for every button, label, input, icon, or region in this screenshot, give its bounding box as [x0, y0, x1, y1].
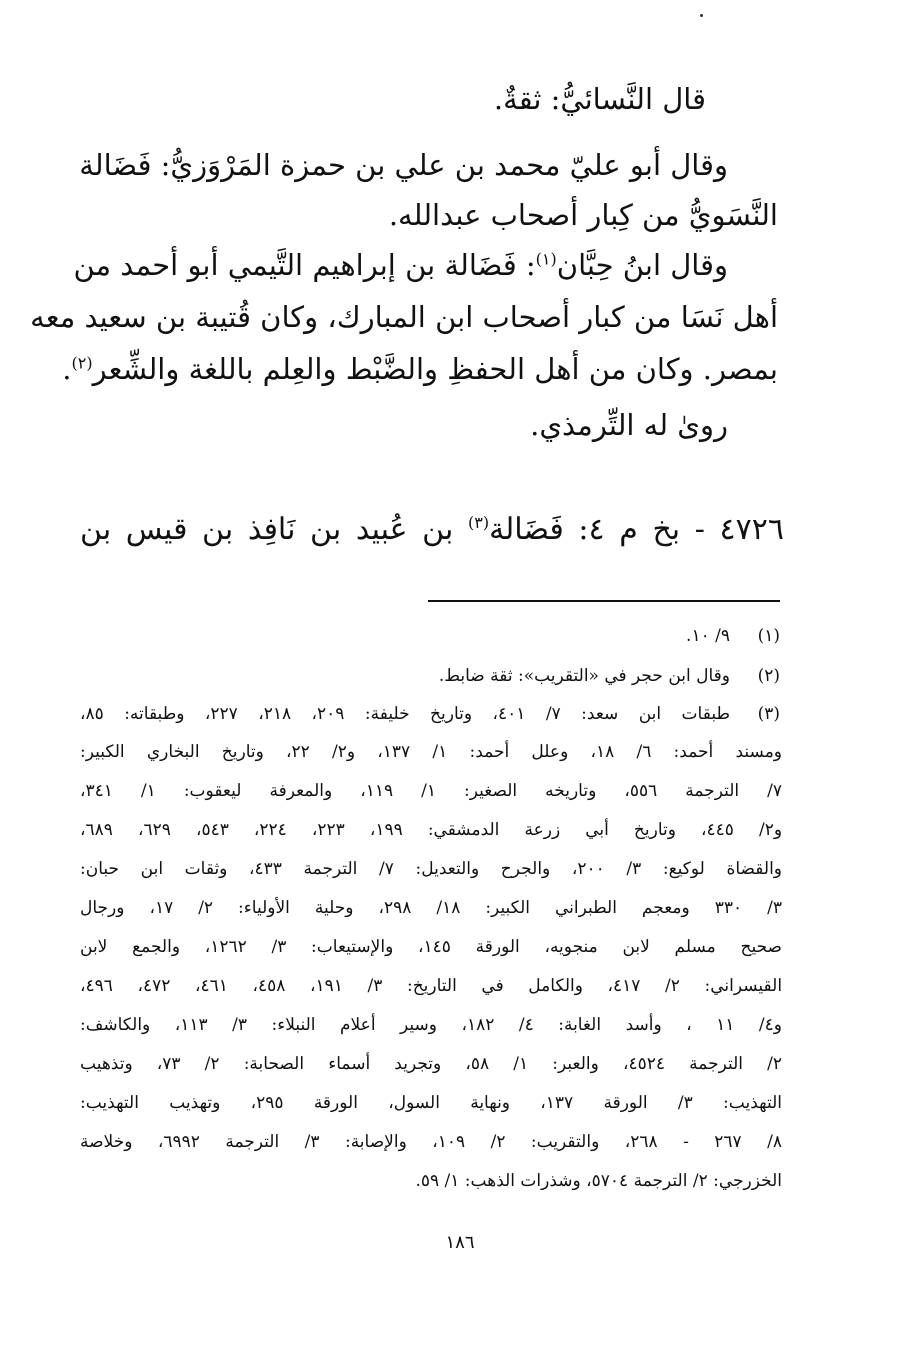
footnote-marker-3: (٣) — [467, 513, 490, 532]
page-number: ١٨٦ — [445, 1232, 475, 1253]
body-line-7: روىٰ له التِّرمذي. — [530, 408, 728, 442]
footnote-3-line-5: والقضاة لوكيع: ٣/ ٢٠٠، والجرح والتعديل: ٧/ الترجمة ٤٣٣، وثقات ابن حبان: — [80, 859, 783, 879]
footnote-1: ٩/ ١٠. — [686, 626, 730, 646]
footnote-3-line-9: و٤/ ١١ ، وأسد الغابة: ٤/ ١٨٢، وسير أعلام النبلاء: ٣/ ١١٣، والكاشف: — [80, 1015, 782, 1035]
footnote-3-line-6: ٣/ ٣٣٠ ومعجم الطبراني الكبير: ١٨/ ٢٩٨، وحلية الأولياء: ٢/ ١٧، ورجال — [80, 898, 782, 918]
footnote-3-line-13: الخزرجي: ٢/ الترجمة ٥٧٠٤، وشذرات الذهب: ١/ ٥٩. — [415, 1171, 782, 1191]
entry-codes: بخ م ٤ — [588, 512, 681, 547]
body-line-4: وقال ابنُ حِبَّان$^{(١)}$: فَضَالة بن إبراهيم التَّيمي أبو أحمد من — [73, 248, 728, 282]
footnote-3-line-7: صحيح مسلم لابن منجويه، الورقة ١٤٥، والإستيعاب: ٣/ ١٢٦٢، والجمع لابن — [80, 937, 782, 957]
body-line-5: أهل نَسَا من كبار أصحاب ابن المبارك، وكان قُتيبة بن سعيد معه — [30, 300, 778, 334]
footnote-separator — [428, 600, 780, 602]
body-line-6: بمصر. وكان من أهل الحفظِ والضَّبْط والعِلم باللغة والشِّعر$^{(٢)}$. — [62, 352, 778, 386]
scan-speck — [700, 14, 703, 17]
footnote-2: وقال ابن حجر في «التقريب»: ثقة ضابط. — [438, 666, 730, 686]
footnote-number-1: (١) — [757, 626, 780, 646]
footnote-3-line-8: القيسراني: ٢/ ٤١٧، والكامل في التاريخ: ٣/ ١٩١، ٤٥٨، ٤٦١، ٤٧٢، ٤٩٦، — [80, 976, 783, 996]
footnote-3-line-12: ٨/ ٢٦٧ - ٢٦٨، والتقريب: ٢/ ١٠٩، والإصابة: ٣/ الترجمة ٦٩٩٢، وخلاصة — [80, 1132, 782, 1152]
body-line-1: قال النَّسائيُّ: ثقةٌ. — [493, 82, 706, 116]
body-line-2: وقال أبو عليّ محمد بن علي بن حمزة المَرْوَزيُّ: فَضَالة — [79, 148, 728, 182]
footnote-marker-1: (١) — [535, 249, 557, 269]
footnote-3-line-1: طبقات ابن سعد: ٧/ ٤٠١، وتاريخ خليفة: ٢٠٩، ٢١٨، ٢٢٧، وطبقاته: ٨٥، — [80, 704, 730, 724]
footnote-3-line-11: التهذيب: ٣/ الورقة ١٣٧، ونهاية السول، الورقة ٢٩٥، وتهذيب التهذيب: — [80, 1093, 782, 1113]
body-line-3: النَّسَويُّ من كِبار أصحاب عبدالله. — [388, 198, 778, 232]
entry-name: فَضَالة — [489, 512, 564, 547]
entry-heading: ٤٧٢٦ - بخ م ٤: فَضَالة$^{(٣)}$ بن عُبيد بن نَافِذ بن قيس بن — [80, 512, 784, 547]
footnote-3-line-10: ٢/ الترجمة ٤٥٢٤، والعبر: ١/ ٥٨، وتجريد أسماء الصحابة: ٢/ ٧٣، وتذهيب — [80, 1054, 782, 1074]
footnote-number-3: (٣) — [757, 704, 780, 724]
entry-number: ٤٧٢٦ — [719, 512, 784, 547]
footnote-number-2: (٢) — [757, 666, 780, 686]
footnote-3-line-3: ٧/ الترجمة ٥٥٦، وتاريخه الصغير: ١/ ١١٩، والمعرفة ليعقوب: ١/ ٣٤١، — [80, 781, 782, 801]
entry-rest: بن عُبيد بن نَافِذ بن قيس بن — [80, 512, 454, 547]
footnote-3-line-2: ومسند أحمد: ٦/ ١٨، وعلل أحمد: ١/ ١٣٧، و٢/ ٢٢، وتاريخ البخاري الكبير: — [80, 742, 783, 762]
footnote-3-line-4: و٢/ ٤٤٥، وتاريخ أبي زرعة الدمشقي: ١٩٩، ٢٢٣، ٢٢٤، ٥٤٣، ٦٢٩، ٦٨٩، — [80, 820, 783, 840]
footnote-marker-2: (٢) — [71, 353, 93, 373]
